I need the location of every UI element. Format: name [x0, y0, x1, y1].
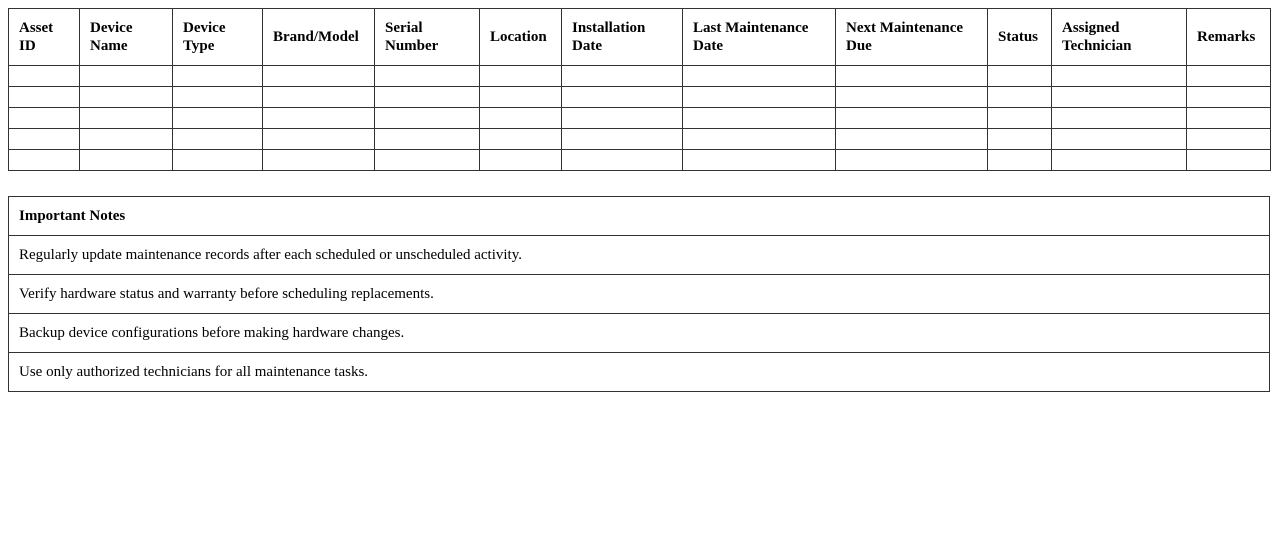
table-cell: [480, 66, 562, 87]
table-cell: [562, 87, 683, 108]
table-cell: [683, 87, 836, 108]
table-cell: [562, 66, 683, 87]
table-cell: [683, 66, 836, 87]
table-cell: [80, 66, 173, 87]
table-cell: [9, 108, 80, 129]
notes-header-row: [9, 197, 1270, 236]
table-cell: [988, 66, 1052, 87]
column-header-asset-id: Asset ID: [9, 9, 80, 66]
table-cell: [1052, 150, 1187, 171]
note-row: [9, 314, 1270, 353]
note-item: Backup device configurations before making hardware changes.: [9, 314, 1270, 353]
table-cell: [80, 108, 173, 129]
table-cell: [988, 87, 1052, 108]
table-cell: [263, 150, 375, 171]
table-cell: [683, 129, 836, 150]
table-row: [9, 129, 1271, 150]
table-cell: [988, 129, 1052, 150]
note-item: Verify hardware status and warranty before scheduling replacements.: [9, 275, 1270, 314]
table-cell: [173, 129, 263, 150]
note-item: Use only authorized technicians for all maintenance tasks.: [9, 353, 1270, 392]
column-header-device-type: Device Type: [173, 9, 263, 66]
table-cell: [80, 150, 173, 171]
asset-maintenance-table: [8, 8, 1271, 171]
table-row: [9, 150, 1271, 171]
table-cell: [1187, 150, 1271, 171]
column-header-serial-number: Serial Number: [375, 9, 480, 66]
column-header-brand-model: Brand/Model: [263, 9, 375, 66]
note-row: [9, 353, 1270, 392]
table-cell: [1187, 66, 1271, 87]
column-header-last-maintenance-date: Last Maintenance Date: [683, 9, 836, 66]
table-cell: [1052, 129, 1187, 150]
table-cell: [263, 66, 375, 87]
table-cell: [836, 129, 988, 150]
page: [8, 8, 1270, 392]
table-cell: [173, 150, 263, 171]
notes-title: Important Notes: [9, 197, 1270, 236]
table-cell: [173, 108, 263, 129]
note-row: [9, 236, 1270, 275]
table-cell: [173, 87, 263, 108]
column-header-assigned-technician: Assigned Technician: [1052, 9, 1187, 66]
table-row: [9, 87, 1271, 108]
table-cell: [9, 129, 80, 150]
table-cell: [988, 150, 1052, 171]
table-cell: [836, 150, 988, 171]
table-cell: [480, 129, 562, 150]
table-cell: [9, 87, 80, 108]
table-cell: [375, 108, 480, 129]
table-cell: [263, 108, 375, 129]
table-header-row: [9, 9, 1271, 66]
table-cell: [683, 150, 836, 171]
table-cell: [562, 108, 683, 129]
table-cell: [1052, 66, 1187, 87]
column-header-location: Location: [480, 9, 562, 66]
table-cell: [1187, 108, 1271, 129]
table-cell: [562, 129, 683, 150]
table-cell: [1187, 87, 1271, 108]
table-cell: [80, 87, 173, 108]
table-cell: [80, 129, 173, 150]
note-row: [9, 275, 1270, 314]
table-cell: [480, 108, 562, 129]
important-notes-table: [8, 196, 1270, 392]
table-cell: [375, 150, 480, 171]
table-cell: [263, 87, 375, 108]
table-cell: [263, 129, 375, 150]
table-cell: [683, 108, 836, 129]
table-cell: [375, 87, 480, 108]
table-row: [9, 108, 1271, 129]
column-header-remarks: Remarks: [1187, 9, 1271, 66]
table-cell: [375, 66, 480, 87]
column-header-next-maintenance-due: Next Maintenance Due: [836, 9, 988, 66]
table-cell: [9, 150, 80, 171]
table-cell: [562, 150, 683, 171]
column-header-status: Status: [988, 9, 1052, 66]
table-cell: [1052, 87, 1187, 108]
table-cell: [836, 66, 988, 87]
table-cell: [836, 108, 988, 129]
table-cell: [375, 129, 480, 150]
table-cell: [988, 108, 1052, 129]
table-cell: [480, 87, 562, 108]
note-item: Regularly update maintenance records after each scheduled or unscheduled activity.: [9, 236, 1270, 275]
table-cell: [836, 87, 988, 108]
table-cell: [1187, 129, 1271, 150]
column-header-device-name: Device Name: [80, 9, 173, 66]
table-row: [9, 66, 1271, 87]
table-cell: [1052, 108, 1187, 129]
column-header-installation-date: Installation Date: [562, 9, 683, 66]
table-cell: [480, 150, 562, 171]
table-cell: [9, 66, 80, 87]
table-cell: [173, 66, 263, 87]
